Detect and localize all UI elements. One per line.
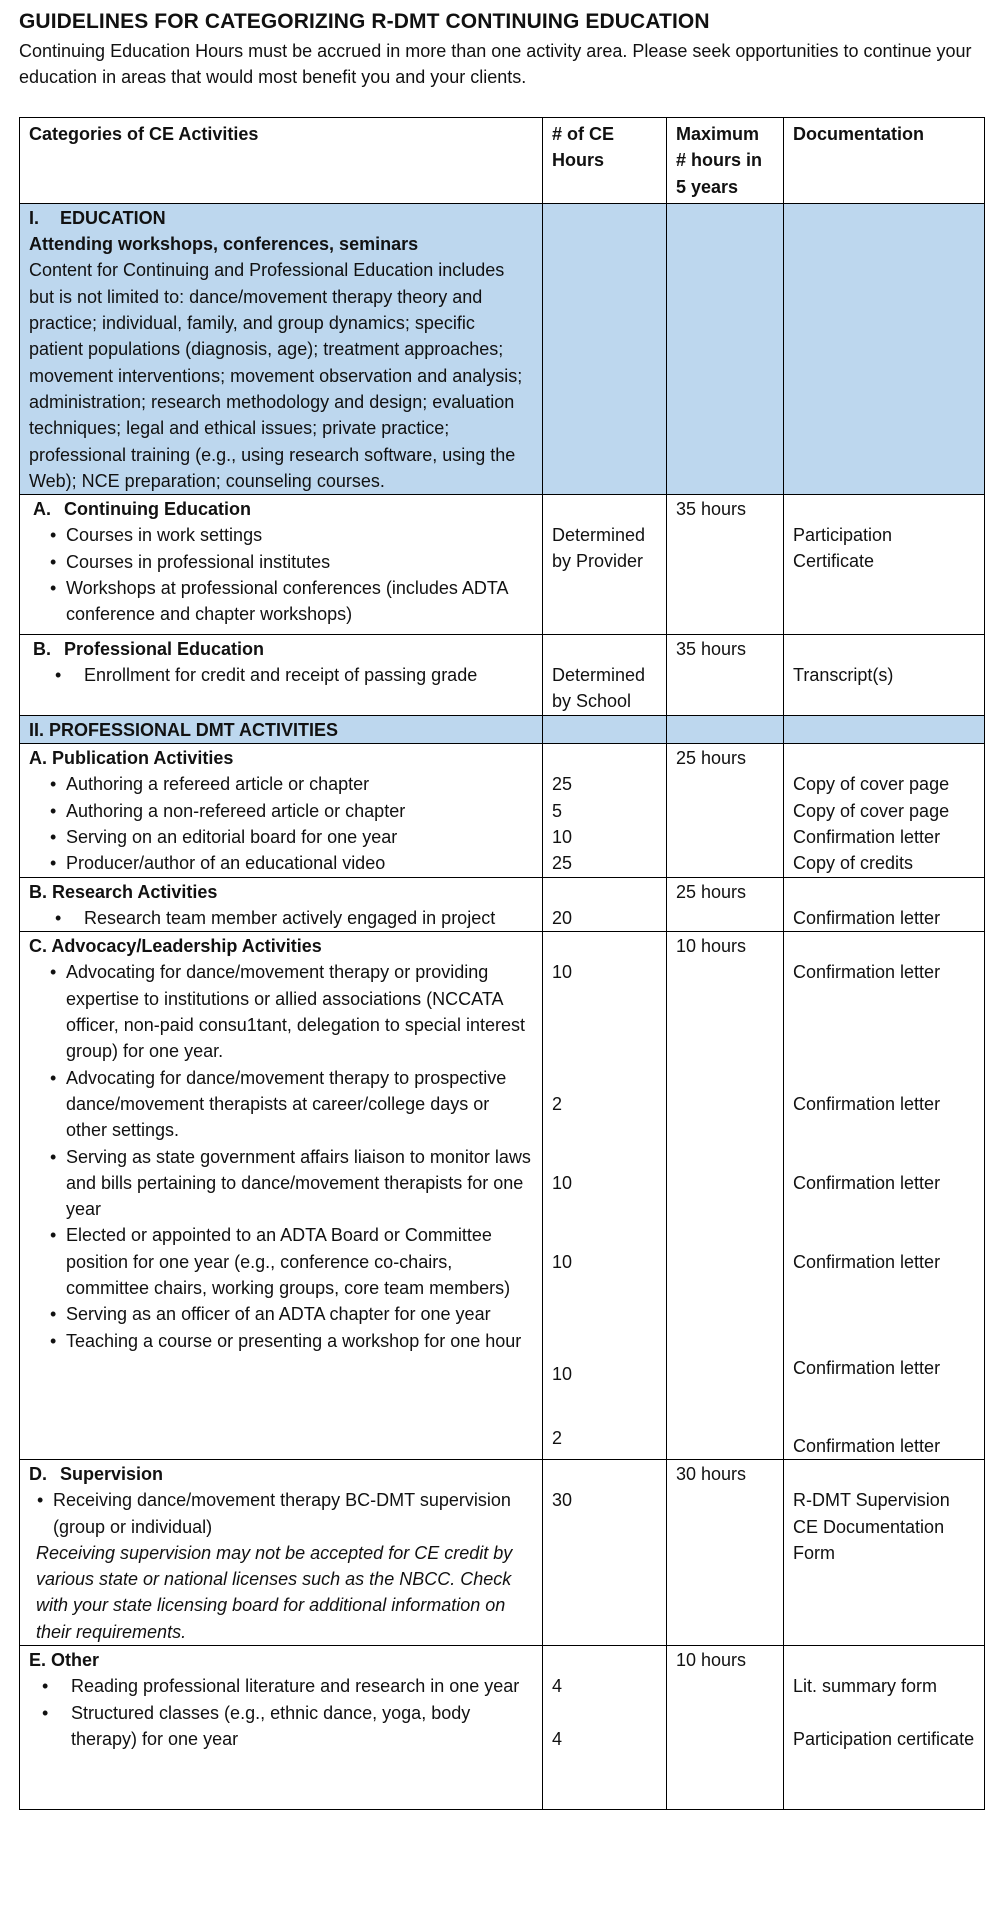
table-row [20, 635, 985, 716]
activities-section-row [20, 715, 985, 743]
advocacy-hours: 10 [552, 1363, 573, 1384]
publication-hours: 10 [552, 826, 573, 847]
list-item: • Serving as an officer of an ADTA chapter for one year [29, 1301, 533, 1327]
table-row [20, 1646, 985, 1810]
continuing-max: 35 hours [676, 499, 747, 520]
other-list [21, 1673, 533, 1752]
header-documentation: Documentation [784, 118, 985, 204]
continuing-education-title: A. Continuing Education [33, 499, 251, 520]
advocacy-title: C. Advocacy/Leadership Activities [29, 936, 322, 957]
other-doc: Lit. summary form [793, 1676, 938, 1697]
continuing-education-list [29, 522, 533, 627]
advocacy-doc: Confirmation letter [793, 962, 941, 983]
publication-hours: 5 [552, 800, 563, 821]
table-row [20, 1460, 985, 1646]
advocacy-doc: Confirmation letter [793, 1357, 941, 1378]
advocacy-hours: 10 [552, 1172, 573, 1193]
education-content: Content for Continuing and Professional Education includes but is not limited to: dance/movement therapy theory and practice; individual, family, and group dynamics; specific patient populations (diagnosis, age); treatment approaches; movement interventions; movement observation and analysis; administration; research methodology and design; evaluation techniques; legal and ethical issues; private practice; professional training (e.g., using research software, using the Web); NCE preparation; counseling courses. [29, 260, 523, 491]
supervision-list [16, 1487, 533, 1540]
table-header-row [20, 118, 985, 204]
publication-hours: 25 [552, 774, 573, 795]
list-item: • Serving as state government affairs liaison to monitor laws and bills pertaining to dance/movement therapists for one year [29, 1144, 533, 1223]
other-doc: Participation certificate [793, 1728, 975, 1749]
list-item: • Authoring a refereed article or chapter [29, 771, 533, 797]
continuing-hours: Determined by Provider [552, 525, 646, 572]
publication-max: 25 hours [676, 748, 747, 769]
list-item: • Advocating for dance/movement therapy to prospective dance/movement therapists at career/college days or other settings. [29, 1065, 533, 1144]
list-item: • Producer/author of an educational video [29, 850, 533, 876]
list-item: • Elected or appointed to an ADTA Board or Committee position for one year (e.g., conference co-chairs, committee chairs, working groups, core team members) [29, 1222, 533, 1301]
research-list [29, 905, 533, 931]
other-max: 10 hours [676, 1650, 747, 1671]
education-subheading: Attending workshops, conferences, seminars [29, 234, 419, 255]
advocacy-max: 10 hours [676, 936, 747, 957]
education-heading: I. EDUCATION [29, 207, 166, 228]
professional-education-title: B. Professional Education [33, 639, 265, 660]
advocacy-doc: Confirmation letter [793, 1093, 941, 1114]
other-title: E. Other [29, 1650, 100, 1671]
table-row [20, 932, 985, 1460]
research-max: 25 hours [676, 881, 747, 902]
advocacy-doc: Confirmation letter [793, 1251, 941, 1272]
header-categories: Categories of CE Activities [20, 118, 543, 204]
list-item: • Workshops at professional conferences (includes ADTA conference and chapter workshops) [29, 575, 533, 628]
advocacy-hours: 10 [552, 962, 573, 983]
ce-categories-table [19, 117, 985, 1810]
table-row [20, 495, 985, 635]
publication-doc: Confirmation letter [793, 826, 941, 847]
supervision-title: D. Supervision [29, 1464, 164, 1484]
header-hours: # of CE Hours [543, 118, 667, 204]
research-hours: 20 [552, 907, 573, 928]
intro-paragraph: Continuing Education Hours must be accrued in more than one activity area. Please seek opportunities to continue your education in areas that would most benefit you and your clients. [19, 41, 972, 87]
professional-hours: Determined by School [552, 665, 646, 712]
other-hours: 4 [552, 1728, 563, 1749]
table-row [20, 744, 985, 877]
list-item: • Teaching a course or presenting a workshop for one hour [29, 1328, 533, 1354]
publication-title: A. Publication Activities [29, 748, 234, 769]
advocacy-hours: 2 [552, 1427, 563, 1448]
advocacy-doc: Confirmation letter [793, 1435, 941, 1456]
list-item: • Advocating for dance/movement therapy or providing expertise to institutions or allied associations (NCCATA officer, non-paid consu1tant, delegation to special interest group) for one year. [29, 959, 533, 1064]
supervision-doc: R-DMT Supervision CE Documentation Form [793, 1490, 950, 1563]
activities-heading: II. PROFESSIONAL DMT ACTIVITIES [20, 715, 543, 743]
list-item: • Courses in work settings [29, 522, 533, 548]
supervision-note: Receiving supervision may not be accepted for CE credit by various state or national licenses such as the NBCC. Check with your state licensing board for additional information on their requirements. [36, 1542, 513, 1642]
list-item: • Serving on an editorial board for one year [29, 824, 533, 850]
list-item: • Reading professional literature and research in one year [21, 1673, 533, 1699]
list-item: • Receiving dance/movement therapy BC-DMT supervision (group or individual) [16, 1487, 533, 1540]
publication-hours: 25 [552, 853, 573, 874]
list-item: • Enrollment for credit and receipt of passing grade [29, 662, 533, 688]
advocacy-hours: 2 [552, 1093, 563, 1114]
other-hours: 4 [552, 1676, 563, 1697]
publication-doc: Copy of credits [793, 853, 914, 874]
professional-doc: Transcript(s) [793, 665, 894, 686]
professional-education-list [29, 662, 533, 688]
advocacy-list [29, 959, 533, 1353]
list-item: • Authoring a non-refereed article or chapter [29, 798, 533, 824]
page-title: GUIDELINES FOR CATEGORIZING R-DMT CONTINUING EDUCATION [19, 10, 710, 33]
research-title: B. Research Activities [29, 881, 218, 902]
publication-list [29, 771, 533, 876]
advocacy-hours: 10 [552, 1251, 573, 1272]
supervision-max: 30 hours [676, 1464, 747, 1484]
supervision-hours: 30 [552, 1490, 573, 1511]
list-item: • Structured classes (e.g., ethnic dance, yoga, body therapy) for one year [21, 1700, 533, 1753]
list-item: • Courses in professional institutes [29, 549, 533, 575]
publication-doc: Copy of cover page [793, 800, 950, 821]
professional-max: 35 hours [676, 639, 747, 660]
research-doc: Confirmation letter [793, 907, 941, 928]
continuing-doc: Participation Certificate [793, 525, 893, 572]
list-item: • Research team member actively engaged in project [29, 905, 533, 931]
table-row [20, 877, 985, 932]
education-section-row [20, 203, 985, 494]
header-max: Maximum # hours in 5 years [667, 118, 784, 204]
publication-doc: Copy of cover page [793, 774, 950, 795]
advocacy-doc: Confirmation letter [793, 1172, 941, 1193]
